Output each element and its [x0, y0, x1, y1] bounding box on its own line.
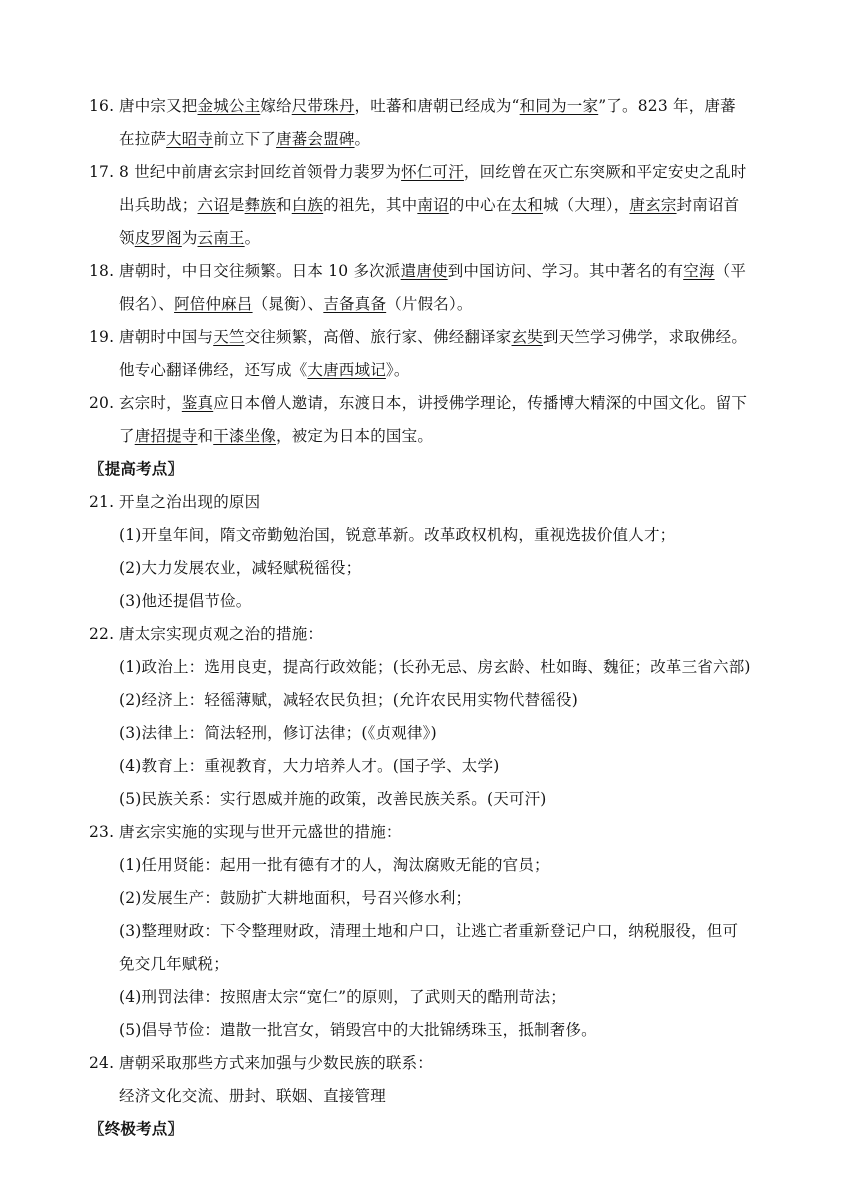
item-number: 22.: [89, 625, 115, 643]
sub-item: (4)教育上：重视教育，大力培养人才。(国子学、太学): [119, 757, 500, 775]
line-24-1: 24. 唐朝采取那些方式来加强与少数民族的联系：: [89, 1054, 434, 1072]
item-number: 21.: [89, 493, 115, 511]
line-17-3: 领皮罗阁为云南王。: [119, 229, 261, 247]
sub-item: (1)政治上：选用良吏，提高行政效能；(长孙无忌、房玄龄、杜如晦、魏征；改革三省六部): [119, 658, 751, 676]
sub-item: (4)刑罚法律：按照唐太宗“宽仁”的原则，了武则天的酷刑苛法；: [119, 988, 567, 1006]
sub-item: (3)整理财政：下令整理财政，清理土地和户口，让逃亡者重新登记户口，纳税服役，但可: [119, 922, 739, 940]
sub-item-continued: 免交几年赋税；: [119, 955, 229, 973]
line-22-1: 22. 唐太宗实现贞观之治的措施：: [89, 625, 324, 643]
line-20-2: 了唐招提寺和干漆坐像，被定为日本的国宝。: [119, 427, 434, 445]
item-number: 24.: [89, 1054, 115, 1072]
line-19-1: 19. 唐朝时中国与天竺交往频繁，高僧、旅行家、佛经翻译家玄奘到天竺学习佛学，求取佛经。: [89, 328, 748, 346]
section-heading-advanced: 〖提高考点〗: [89, 459, 184, 478]
item-number: 16.: [89, 97, 115, 115]
item-number: 18.: [89, 262, 115, 280]
line-16-2: 在拉萨大昭寺前立下了唐蕃会盟碑。: [119, 130, 371, 148]
line-21-1: 21. 开皇之治出现的原因: [89, 493, 261, 511]
sub-item: (3)法律上：简法轻刑，修订法律；(《贞观律》): [119, 724, 437, 742]
line-23-1: 23. 唐玄宗实施的实现与世开元盛世的措施：: [89, 823, 402, 841]
sub-item: (1)开皇年间，隋文帝勤勉治国，锐意革新。改革政权机构，重视选拔价值人才；: [119, 526, 676, 544]
sub-item: (2)经济上：轻徭薄赋，减轻农民负担；(允许农民用实物代替徭役): [119, 691, 578, 709]
line-19-2: 他专心翻译佛经，还写成《大唐西域记》。: [119, 361, 410, 379]
item-number: 23.: [89, 823, 115, 841]
item-number: 20.: [89, 394, 115, 412]
line-18-1: 18. 唐朝时，中日交往频繁。日本 10 多次派遣唐使到中国访问、学习。其中著名的有空海（平: [89, 262, 747, 280]
item-number: 19.: [89, 328, 115, 346]
line-17-2: 出兵助战；六诏是彝族和白族的祖先，其中南诏的中心在太和城（大理），唐玄宗封南诏首: [119, 196, 740, 214]
line-16-1: 16. 唐中宗又把金城公主嫁给尺带珠丹，吐蕃和唐朝已经成为“和同为一家”了。823 年，唐蕃: [89, 97, 736, 115]
sub-item: (5)倡导节俭：遣散一批宫女，销毁宫中的大批锦绣珠玉，抵制奢侈。: [119, 1021, 597, 1039]
line-18-2: 假名）、阿倍仲麻吕（晁衡）、吉备真备（片假名）。: [119, 295, 473, 313]
sub-item: (3)他还提倡节俭。: [119, 592, 252, 610]
line-20-1: 20. 玄宗时，鉴真应日本僧人邀请，东渡日本，讲授佛学理论，传播博大精深的中国文化。留下: [89, 394, 748, 412]
sub-item: (1)任用贤能：起用一批有德有才的人，淘汰腐败无能的官员；: [119, 856, 550, 874]
sub-item: (5)民族关系：实行恩威并施的政策，改善民族关系。(天可汗): [119, 790, 547, 808]
section-heading-ultimate: 〖终极考点〗: [89, 1119, 184, 1138]
line-17-1: 17. 8 世纪中前唐玄宗封回纥首领骨力裴罗为怀仁可汗，回纥曾在灭亡东突厥和平定安史之乱时: [89, 163, 747, 181]
sub-item: (2)发展生产：鼓励扩大耕地面积，号召兴修水利；: [119, 889, 472, 907]
answer-line: 经济文化交流、册封、联姻、直接管理: [119, 1087, 386, 1105]
sub-item: (2)大力发展农业，减轻赋税徭役；: [119, 559, 362, 577]
item-number: 17.: [89, 163, 115, 181]
